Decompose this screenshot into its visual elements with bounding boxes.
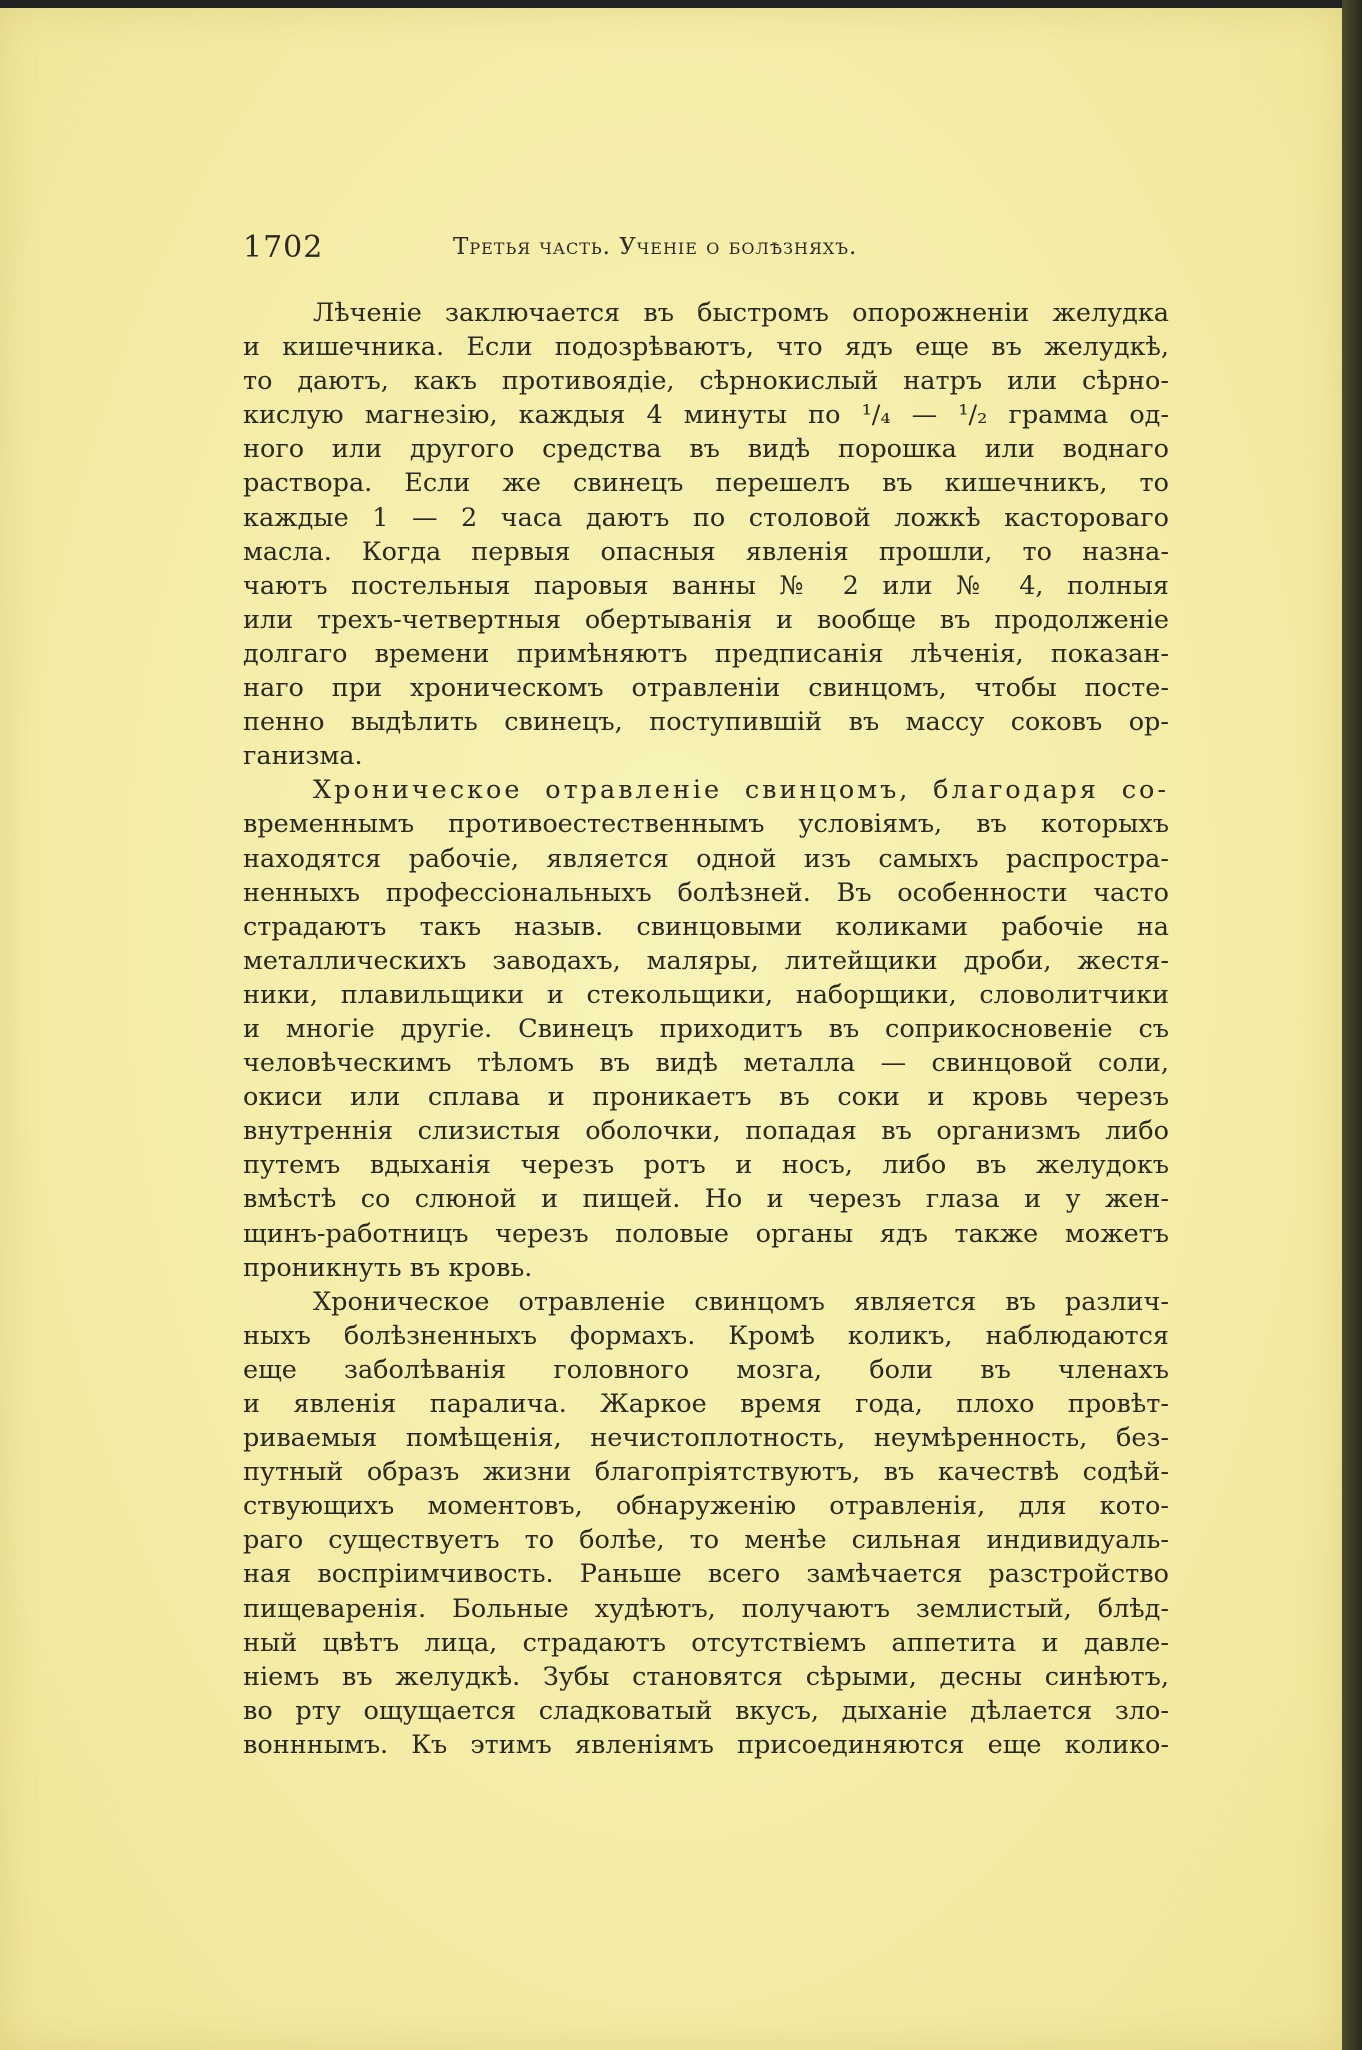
text-line: вмѣстѣ со слюной и пищей. Но и черезъ глаза и у жен- [243,1184,1169,1215]
running-head: Третья часть. Ученіе о болѣзняхъ. [453,234,858,260]
text-line: пенно выдѣлить свинецъ, поступившій въ массу соковъ ор- [243,707,1169,738]
text-line: во рту ощущается сладковатый вкусъ, дыханіе дѣлается зло- [243,1695,1169,1726]
text-line: риваемыя помѣщенія, нечистоплотность, неумѣренность, без- [243,1423,1169,1454]
text-line: и многіе другіе. Свинецъ приходитъ въ соприкосновеніе съ [243,1013,1169,1044]
page-header [243,230,1163,270]
text-line: раствора. Если же свинецъ перешелъ въ кишечникъ, то [243,468,1169,499]
text-line: ніемъ въ желудкѣ. Зубы становятся сѣрыми, десны синѣютъ, [243,1661,1169,1692]
text-line: ненныхъ профессіональныхъ болѣзней. Въ особенности часто [243,877,1169,908]
text-line: Хроническое отравленіе свинцомъ является въ различ- [313,1286,1169,1317]
text-line: путемъ вдыханія черезъ ротъ и носъ, либо въ желудокъ [243,1150,1169,1181]
text-line: находятся рабочіе, является одной изъ самыхъ распростра- [243,843,1169,874]
text-line: и кишечника. Если подозрѣваютъ, что ядъ еще въ желудкѣ, [243,332,1169,363]
text-line: ный цвѣтъ лица, страдаютъ отсутствіемъ аппетита и давле- [243,1627,1169,1658]
text-line: проникнуть въ кровь. [243,1252,533,1283]
text-line: раго существуетъ то болѣе, то менѣе сильная индивидуаль- [243,1525,1169,1556]
text-line: ствующихъ моментовъ, обнаруженію отравленія, для кото- [243,1491,1169,1522]
page-number: 1702 [243,230,324,265]
text-line: человѣческимъ тѣломъ въ видѣ металла — свинцовой соли, [243,1048,1169,1079]
text-line: масла. Когда первыя опасныя явленія прошли, то назна- [243,536,1169,567]
text-line: страдаютъ такъ назыв. свинцовыми коликами рабочіе на [243,911,1169,942]
text-line: ная воспріимчивость. Раньше всего замѣчается разстройство [243,1559,1169,1590]
text-line: каждые 1 — 2 часа даютъ по столовой ложкѣ касторовaго [243,502,1169,533]
text-line: долгаго времени примѣняютъ предписанія лѣченія, показан- [243,638,1169,669]
text-line: чаютъ постельныя паровыя ванны № 2 или № 4, полныя [243,570,1169,601]
text-line: внутреннія слизистыя оболочки, попадая въ организмъ либо [243,1116,1169,1147]
text-line: окиси или сплава и проникаетъ въ соки и кровь черезъ [243,1082,1169,1113]
text-line: наго при хроническомъ отравленіи свинцомъ, чтобы посте- [243,673,1169,704]
text-line: металлическихъ заводахъ, маляры, литейщики дроби, жестя- [243,945,1169,976]
book-page [0,8,1342,2050]
scan-right-edge [1342,0,1362,2050]
text-line: и явленія паралича. Жаркое время года, плохо провѣт- [243,1389,1169,1419]
body-text [243,296,1169,1762]
text-line: Лѣченіе заключается въ быстромъ опорожненіи желудка [313,298,1169,328]
text-line: пищеваренія. Больные худѣютъ, получаютъ землистый, блѣд- [243,1593,1169,1624]
text-line: временнымъ противоестественнымъ условіямъ, въ которыхъ [243,809,1169,840]
text-line: ныхъ болѣзненныхъ формахъ. Кромѣ коликъ, наблюдаются [243,1320,1169,1351]
text-line: еще заболѣванія головного мозга, боли въ членахъ [243,1354,1169,1385]
text-line: ганизма. [243,741,363,772]
text-line: путный образъ жизни благопріятствуютъ, въ качествѣ содѣй- [243,1457,1169,1488]
text-line: или трехъ-четвертныя обертыванія и вообще въ продолженіе [243,604,1169,635]
text-line: то даютъ, какъ противоядіе, сѣрнокислый натръ или сѣрно- [243,366,1169,397]
text-line: вонннымъ. Къ этимъ явленіямъ присоединяются еще колико- [243,1729,1169,1760]
text-line: Хроническое отравленіе свинцомъ, благодаря со- [313,775,1169,806]
text-line: кислую магнезію, каждыя 4 минуты по ¹/₄ — ¹/₂ грамма од- [243,400,1169,431]
text-line: ного или другого средства въ видѣ порошка или воднаго [243,434,1169,465]
text-line: ники, плавильщики и стекольщики, наборщики, словолитчики [243,979,1169,1010]
text-line: щинъ-работницъ черезъ половые органы ядъ также можетъ [243,1218,1169,1249]
